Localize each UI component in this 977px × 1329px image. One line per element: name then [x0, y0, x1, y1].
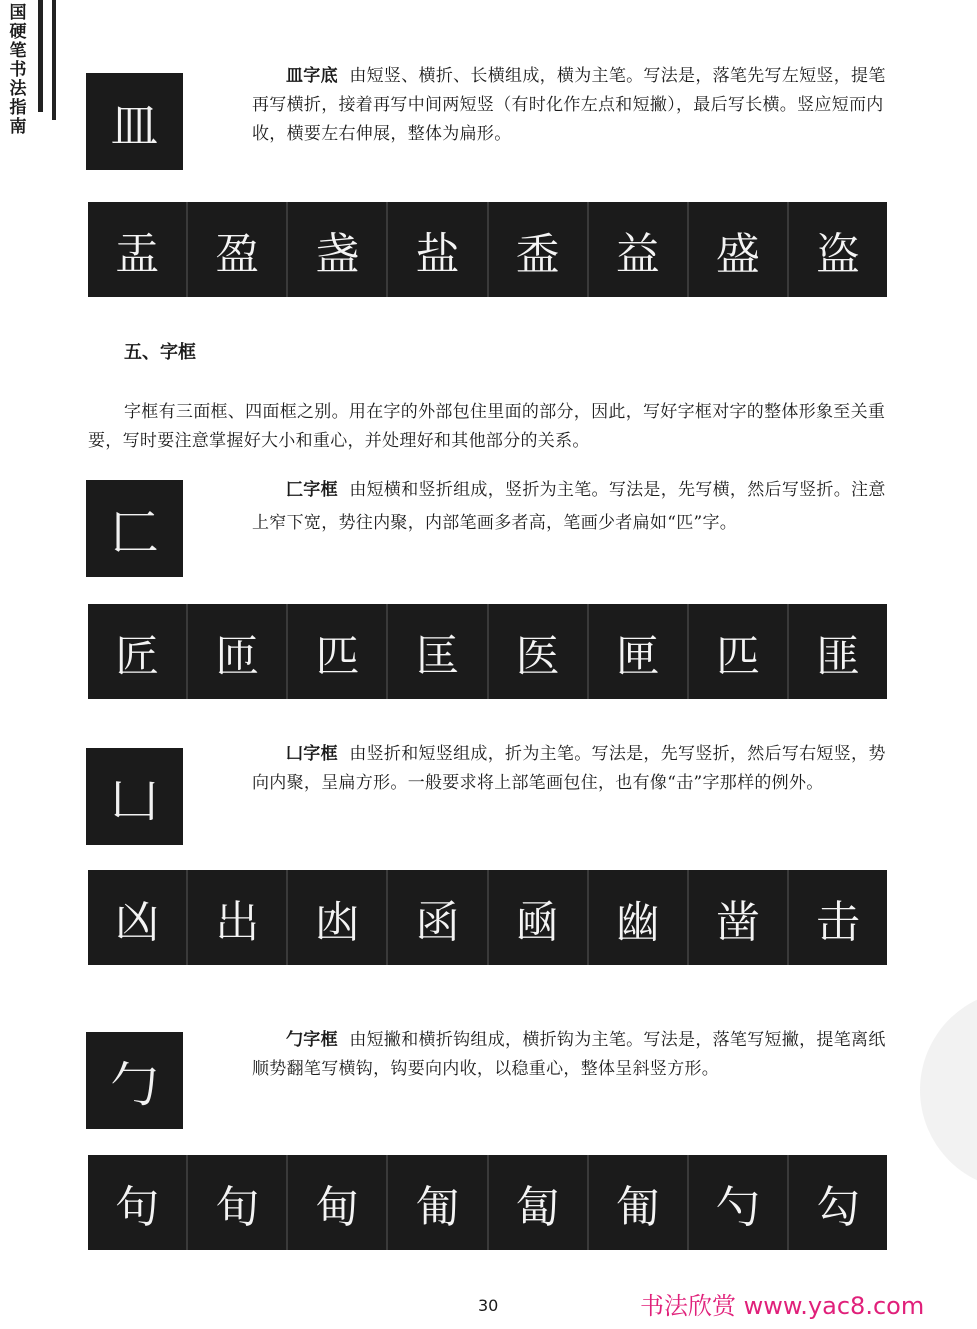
example-char: 匹	[689, 604, 789, 699]
example-char: 医	[489, 604, 589, 699]
example-strip	[88, 604, 887, 699]
section-intro: 字框有三面框、四面框之别。用在字的外部包住里面的部分，因此，写好字框对字的整体形象至关重要，写时要注意掌握好大小和重心，并处理好和其他部分的关系。	[88, 402, 886, 451]
example-char: 出	[188, 870, 288, 965]
block-text: 由短撇和横折钩组成，横折钩为主笔。写法是，落笔写短撇，提笔离纸顺势翻笔写横钩，钩要向内收，以稳重心，整体呈斜竖方形。	[252, 1030, 886, 1079]
example-char: 匐	[489, 1155, 589, 1250]
block-text: 由短横和竖折组成，竖折为主笔。写法是，先写横，然后写竖折。注意上窄下宽，势往内聚，内部笔画多者高，笔画少者扁如“匹”字。	[252, 480, 886, 533]
footer-brand[interactable]: 书法欣赏 www.yac8.com	[640, 1292, 925, 1320]
example-char: 勺	[689, 1155, 789, 1250]
example-char: 匪	[815, 630, 860, 682]
block-heading: 凵字框	[286, 744, 338, 764]
block-heading: 勹字框	[286, 1030, 338, 1050]
side-tab	[0, 0, 56, 137]
example-char: 匹	[288, 604, 388, 699]
example-char: 凿	[689, 870, 789, 965]
example-char: 盏	[288, 202, 388, 297]
side-tab-text: 国硬笔书法指南	[9, 3, 27, 137]
example-char: 盂	[88, 202, 188, 297]
example-char: 击	[815, 896, 860, 948]
example-char: 益	[589, 202, 689, 297]
example-char: 匍	[388, 1155, 488, 1250]
example-strip	[88, 202, 887, 297]
example-strip	[88, 870, 887, 965]
example-char: 凶	[88, 870, 188, 965]
example-char: 匣	[589, 604, 689, 699]
example-char: 盛	[689, 202, 789, 297]
sample-char-box: 皿	[86, 73, 183, 170]
example-char: 盉	[489, 202, 589, 297]
example-char: 盗	[815, 228, 860, 280]
block-description	[252, 1026, 887, 1084]
example-char: 盈	[188, 202, 288, 297]
block-description	[252, 474, 887, 540]
block-description	[252, 740, 887, 798]
example-char: 函	[388, 870, 488, 965]
page-number: 30	[478, 1296, 499, 1315]
example-char: 凾	[489, 870, 589, 965]
example-char: 盐	[388, 202, 488, 297]
sample-char-box: 凵	[86, 748, 183, 845]
example-char: 甸	[288, 1155, 388, 1250]
example-char: 勾	[815, 1181, 860, 1233]
example-char: 句	[88, 1155, 188, 1250]
example-char: 匠	[88, 604, 188, 699]
example-char: 匝	[188, 604, 288, 699]
example-char: 匡	[388, 604, 488, 699]
example-char: 匍	[589, 1155, 689, 1250]
example-char: 旬	[188, 1155, 288, 1250]
section-title: 五、字框	[124, 342, 196, 363]
watermark-seal	[920, 990, 977, 1190]
example-char: 幽	[589, 870, 689, 965]
block-text: 由竖折和短竖组成，折为主笔。写法是，先写竖折，然后写右短竖，势向内聚，呈扁方形。一般要求将上部笔画包住，也有像“击”字那样的例外。	[252, 744, 886, 793]
block-heading: 皿字底	[286, 66, 338, 86]
example-char: 凼	[288, 870, 388, 965]
sample-char-box: 匚	[86, 480, 183, 577]
block-heading: 匚字框	[286, 480, 338, 500]
block-text: 由短竖、横折、长横组成，横为主笔。写法是，落笔先写左短竖，提笔再写横折，接着再写中间两短竖（有时化作左点和短撇），最后写长横。竖应短而内收，横要左右伸展，整体为扁形。	[252, 66, 886, 144]
example-strip	[88, 1155, 887, 1250]
block-description	[252, 62, 887, 149]
side-tab-bar	[38, 0, 43, 112]
sample-char-box: 勹	[86, 1032, 183, 1129]
